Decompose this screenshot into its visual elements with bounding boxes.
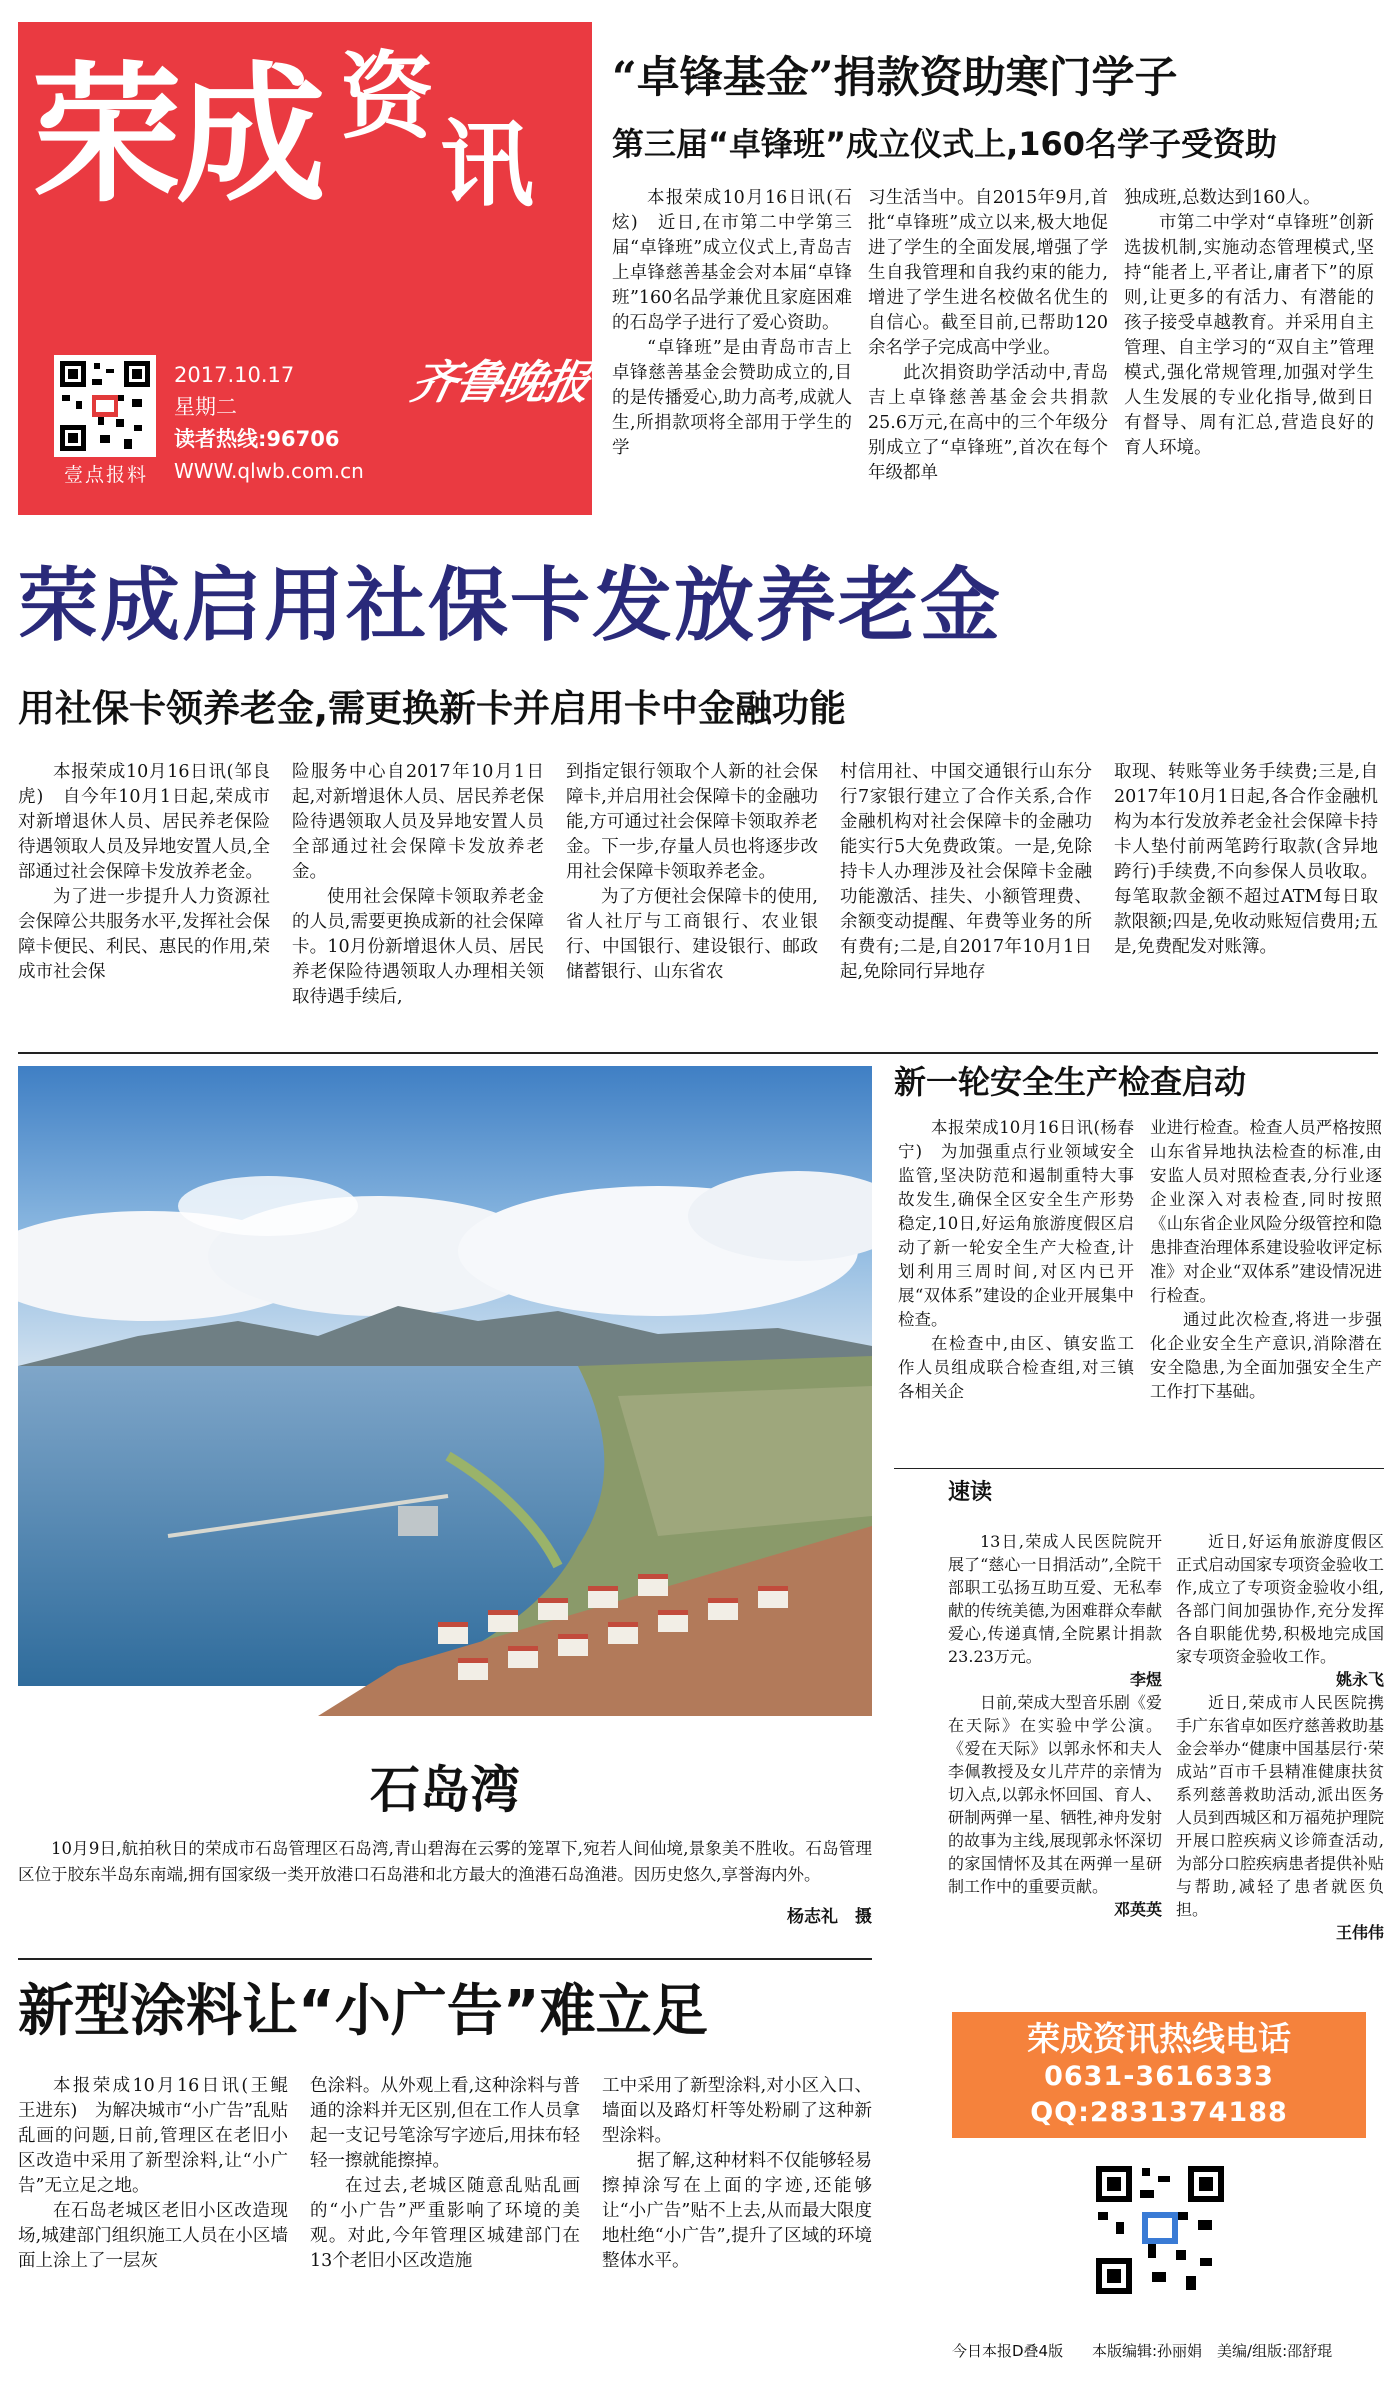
brief-a2: 日前,荣成大型音乐剧《爱在天际》在实验中学公演。《爱在天际》以郭永怀和夫人李佩教授及女儿芹芹的亲情为切入点,以郭永怀回国、育人、研制两弹一星、牺牲,神舟发射的故事为主线,展现郭永怀深切的家国情怀及其在两弹一星研制工作中的重要贡献。 bbox=[948, 1693, 1162, 1896]
logo-side-1: 资 bbox=[340, 43, 435, 152]
story1-col1 bbox=[612, 186, 852, 461]
story4-title: 新型涂料让“小广告”难立足 bbox=[18, 1979, 708, 2044]
story1-col2-p2: 此次捐资助学活动中,青岛吉上卓锋慈善基金会共捐款25.6万元,在高中的三个年级分别成立了“卓锋班”,首次在每个年级都单 bbox=[868, 363, 1108, 483]
story2-col1-p2: 为了进一步提升人力资源社会保障公共服务水平,发挥社会保障卡便民、利民、惠民的作用,荣成市社会保 bbox=[18, 887, 270, 982]
story3-col1 bbox=[898, 1116, 1134, 1404]
issue-weekday: 星期二 bbox=[174, 395, 237, 419]
footer-editor: 本版编辑:孙丽娟 美编/组版:邵舒琨 bbox=[1092, 2342, 1333, 2360]
footer-qr-code bbox=[1090, 2160, 1230, 2300]
story2-col3-p1: 到指定银行领取个人新的社会保障卡,并启用社会保障卡的金融功能,方可通过社会保障卡领取养老金。下一步,存量人员也将逐步改用社会保障卡领取养老金。 bbox=[566, 762, 818, 882]
logo-side-2: 讯 bbox=[440, 111, 535, 220]
story4-col1-p2: 在石岛老城区老旧小区改造现场,城建部门组织施工人员在小区墙面上涂上了一层灰 bbox=[18, 2201, 288, 2271]
story4-col1 bbox=[18, 2074, 306, 2274]
brief-b2-author: 王伟伟 bbox=[1335, 1923, 1384, 1942]
hotline-box-qq[interactable]: QQ:2831374188 bbox=[1030, 2097, 1288, 2128]
photo-title: 石岛湾 bbox=[370, 1761, 520, 1819]
brief-b2: 近日,荣成市人民医院携手广东省卓如医疗慈善救助基金会举办“健康中国基层行·荣成站”百市千县精准健康扶贫系列慈善救助活动,派出医务人员到西城区和万福苑护理院开展口腔疾病义诊筛查活动,为部分口腔疾病患者提供补贴与帮助,减轻了患者就医负担。 bbox=[1176, 1693, 1385, 1919]
story2-col4-p1: 村信用社、中国交通银行山东分行7家银行建立了合作关系,合作金融机构对社会保障卡的金融功能实行5大免费政策。一是,免除持卡人办理涉及社会保障卡金融功能激活、挂失、小额管理费、余额变动提醒、年费等业务的所有费有;二是,自2017年10月1日起,免除同行异地存 bbox=[840, 762, 1092, 982]
story4-col1-p1: 本报荣成10月16日讯(王鲲 王进东) 为解决城市“小广告”乱贴乱画的问题,日前,管理区在老旧小区改造中采用了新型涂料,让“小广告”无立足之地。 bbox=[18, 2076, 306, 2196]
story2-col1 bbox=[18, 760, 270, 985]
divider-brief bbox=[894, 1468, 1384, 1469]
hotline-line bbox=[174, 426, 339, 452]
story2-col2-p1: 险服务中心自2017年10月1日起,对新增退休人员、居民养老保险待遇领取人员及异地安置人员全部通过社会保障卡发放养老金。 bbox=[292, 762, 544, 882]
story3-col2-p1: 业进行检查。检查人员严格按照山东省异地执法检查的标准,由安监人员对照检查表,分行业逐企业深入对表检查,同时按照《山东省企业风险分级管控和隐患排查治理体系建设验收评定标准》对企业“双体系”建设情况进行检查。 bbox=[1150, 1118, 1382, 1305]
logo-main: 荣成 bbox=[32, 49, 321, 223]
footer-pages: 今日本报D叠4版 bbox=[952, 2342, 1064, 2360]
website[interactable]: WWW.qlwb.com.cn bbox=[174, 459, 364, 483]
photo-caption: 10月9日,航拍秋日的荣成市石岛管理区石岛湾,青山碧海在云雾的笼罩下,宛若人间仙境,景象美不胜收。石岛管理区位于胶东半岛东南端,拥有国家级一类开放港口石岛港和北方最大的渔港石岛渔港。因历史悠久,享誉海内外。 bbox=[18, 1839, 872, 1884]
story2-col1-p1: 本报荣成10月16日讯(邹良虎) 自今年10月1日起,荣成市对新增退休人员、居民养老保险待遇领取人员及异地安置人员,全部通过社会保障卡发放养老金。 bbox=[18, 762, 270, 882]
story2-col2-p2: 使用社会保障卡领取养老金的人员,需要更换成新的社会保障卡。10月份新增退休人员、居民养老保险待遇领取人办理相关领取待遇手续后, bbox=[292, 887, 544, 1007]
story2-col3 bbox=[566, 760, 818, 985]
photo-shidao-bay bbox=[18, 1066, 872, 1716]
brief-a1-author: 李煜 bbox=[1129, 1670, 1162, 1689]
story4-col3 bbox=[602, 2074, 872, 2274]
story4-col3-p2: 据了解,这种材料不仅能够轻易擦掉涂写在上面的字迹,还能够让“小广告”贴不上去,从而最大限度地杜绝“小广告”,提升了区域的环境整体水平。 bbox=[602, 2151, 872, 2271]
story1-col1-p2: “卓锋班”是由青岛市吉上卓锋慈善基金会赞助成立的,目的是传播爱心,助力高考,成就人生,所捐款项将全部用于学生的学 bbox=[612, 338, 852, 458]
story3-col2 bbox=[1150, 1116, 1382, 1404]
story2-col4 bbox=[840, 760, 1092, 985]
story1-subtitle: 第三届“卓锋班”成立仪式上,160名学子受资助 bbox=[612, 125, 1278, 163]
hotline-label: 读者热线: bbox=[174, 427, 267, 451]
story2-col2 bbox=[292, 760, 544, 1010]
hotline-box bbox=[952, 2012, 1366, 2138]
hotline-number: 96706 bbox=[266, 427, 340, 451]
qr-code bbox=[54, 355, 156, 457]
photo-credit: 杨志礼 摄 bbox=[787, 1907, 872, 1927]
hotline-box-phone[interactable]: 0631-3616333 bbox=[1044, 2061, 1274, 2092]
story1-col3-p1: 独成班,总数达到160人。 bbox=[1124, 188, 1321, 208]
brief-a2-author: 邓英英 bbox=[1113, 1900, 1162, 1919]
story4-col2 bbox=[310, 2074, 580, 2274]
story2-col5 bbox=[1114, 760, 1378, 960]
story1-title: “卓锋基金”捐款资助寒门学子 bbox=[612, 53, 1178, 103]
story2-subtitle: 用社保卡领养老金,需更换新卡并启用卡中金融功能 bbox=[18, 687, 847, 730]
story3-col1-p1: 本报荣成10月16日讯(杨春宁) 为加强重点行业领域安全监管,坚决防范和遏制重特大事故发生,确保全区安全生产形势稳定,10日,好运角旅游度假区启动了新一轮安全生产大检查,计划利用三周时间,对区内已开展“双体系”建设的企业开展集中检查。 bbox=[898, 1118, 1134, 1329]
brief-b1: 近日,好运角旅游度假区正式启动国家专项资金验收工作,成立了专项资金验收小组,各部门间加强协作,充分发挥各自职能优势,积极地完成国家专项资金验收工作。 bbox=[1176, 1532, 1385, 1666]
qr-caption: 壹点报料 bbox=[63, 464, 148, 486]
story2-col3-p2: 为了方便社会保障卡的使用,省人社厅与工商银行、农业银行、中国银行、建设银行、邮政储蓄银行、山东省农 bbox=[566, 887, 818, 982]
divider-left-bottom bbox=[18, 1958, 872, 1960]
brief-b1-author: 姚永飞 bbox=[1335, 1670, 1384, 1689]
story3-title: 新一轮安全生产检查启动 bbox=[894, 1063, 1247, 1101]
brief-heading: 速读 bbox=[948, 1480, 993, 1505]
story2-title: 荣成启用社保卡发放养老金 bbox=[18, 559, 1002, 652]
story1-col1-p1: 本报荣成10月16日讯(石炫) 近日,在市第二中学第三届“卓锋班”成立仪式上,青岛吉上卓锋慈善基金会对本届“卓锋班”160名品学兼优且家庭困难的石岛学子进行了爱心资助。 bbox=[612, 188, 852, 333]
masthead bbox=[18, 22, 592, 515]
story4-col2-p1: 色涂料。从外观上看,这种涂料与普通的涂料并无区别,但在工作人员拿起一支记号笔涂写字迹后,用抹布轻轻一擦就能擦掉。 bbox=[310, 2076, 580, 2171]
brief-col2 bbox=[1176, 1530, 1384, 1944]
brief-col1 bbox=[948, 1530, 1162, 1921]
divider-mid bbox=[18, 1052, 1378, 1054]
story1-col2 bbox=[868, 186, 1108, 486]
story3-col1-p2: 在检查中,由区、镇安监工作人员组成联合检查组,对三镇各相关企 bbox=[898, 1334, 1134, 1401]
issue-date: 2017.10.17 bbox=[174, 363, 295, 387]
logo bbox=[32, 40, 572, 240]
paper-name-logo: 齐鲁晚报 bbox=[406, 355, 594, 409]
story1-col2-p1: 习生活当中。自2015年9月,首批“卓锋班”成立以来,极大地促进了学生的全面发展,增强了学生自我管理和自我约束的能力,增进了学生进名校做名优生的自信心。截至目前,已帮助120余名学子完成高中学业。 bbox=[868, 188, 1108, 358]
story1-col3 bbox=[1124, 186, 1374, 461]
story4-col3-p1: 工中采用了新型涂料,对小区入口、墙面以及路灯杆等处粉刷了这种新型涂料。 bbox=[602, 2076, 872, 2146]
hotline-box-title: 荣成资讯热线电话 bbox=[1027, 2019, 1291, 2058]
story4-col2-p2: 在过去,老城区随意乱贴乱画的“小广告”严重影响了环境的美观。对此,今年管理区城建部门在13个老旧小区改造施 bbox=[310, 2176, 580, 2271]
story2-col5-p1: 取现、转账等业务手续费;三是,自2017年10月1日起,各合作金融机构为本行发放养老金社会保障卡持卡人垫付前两笔跨行取款(含异地跨行)手续费,不向参保人员收取。每笔取款金额不超过ATM每日取款限额;四是,免收动账短信费用;五是,免费配发对账簿。 bbox=[1114, 762, 1378, 957]
brief-a1: 13日,荣成人民医院院开展了“慈心一日捐活动”,全院干部职工弘扬互助互爱、无私奉献的传统美德,为困难群众奉献爱心,传递真情,全院累计捐款23.23万元。 bbox=[948, 1532, 1162, 1666]
story3-col2-p2: 通过此次检查,将进一步强化企业安全生产意识,消除潜在安全隐患,为全面加强安全生产工作打下基础。 bbox=[1150, 1310, 1382, 1401]
story1-col3-p2: 市第二中学对“卓锋班”创新选拔机制,实施动态管理模式,坚持“能者上,平者让,庸者下”的原则,让更多的有活力、有潜能的孩子接受卓越教育。并采用自主管理、自主学习的“双自主”管理模式,强化常规管理,加强对学生人生发展的专业化指导,做到日有督导、周有汇总,营造良好的育人环境。 bbox=[1124, 213, 1374, 458]
